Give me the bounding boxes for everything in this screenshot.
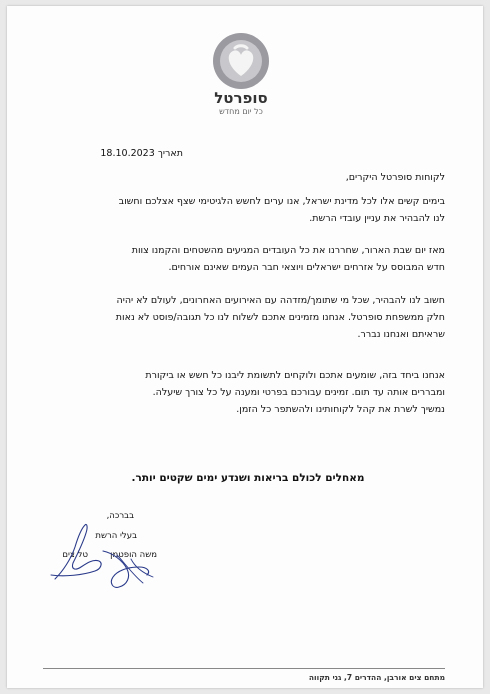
signoff-name-right: משה הופטמן <box>110 550 157 560</box>
letter-page <box>7 6 483 688</box>
paragraph-4 <box>51 367 445 418</box>
paragraph-line: חדש המבוסס על אזרחים ישראלים ויוצאי חבר העמים שאינם אורחים. <box>168 262 445 273</box>
paragraph-line: ומבררים אותה עד תום. זמינים עבורכם בפרטי ומענה על כל צורך שיעלה. <box>152 387 445 398</box>
closing-wish: מאחלים לכולם בריאות ושנדע ימים שקטים יותר. <box>131 472 365 484</box>
handwritten-signature <box>43 511 163 596</box>
paragraph-line: חלק ממשפחת סופרטל. אנחנו מזמינים אתכם לשלוח לנו כל תגובה/פוסט לא נאות <box>115 312 445 323</box>
salutation: לקוחות סופרטל היקרים, <box>345 172 445 183</box>
brand-tagline: כל יום מחדש <box>219 107 263 116</box>
paragraph-1 <box>51 193 445 227</box>
date-label: תאריך <box>157 148 183 159</box>
date-line <box>73 148 183 159</box>
paragraph-line: לנו להבהיר את עניין עובדי הרשת. <box>309 213 445 224</box>
paragraph-2 <box>51 242 445 276</box>
brand-name: סופרטל <box>214 89 268 107</box>
footer-divider <box>43 668 445 669</box>
signoff-title: בעלי הרשת <box>95 531 137 541</box>
date-value: 18.10.2023 <box>100 148 155 159</box>
signoff-name-left: טל צים <box>62 550 88 560</box>
supertal-logo-icon <box>212 32 270 90</box>
paragraph-line: שראיתם ואנחנו נברר. <box>357 329 445 340</box>
paragraph-line: מאז יום שבת הארור, שחררנו את כל העובדים המגיעים מהשטחים והקמנו צוות <box>131 245 445 256</box>
paragraph-3 <box>51 292 445 343</box>
footer-address: מתחם צים אורבן, ההדרים 7, גני תקווה <box>308 673 445 682</box>
paragraph-line: בימים קשים אלו לכל מדינת ישראל, אנו ערים לחשש הלגיטימי שצף אצלכם וחשוב <box>118 196 445 207</box>
paragraph-line: חשוב לנו להבהיר, שכל מי שתומך/מזדהה עם האירועים האחרונים, לעולם לא יהיה <box>116 295 445 306</box>
signoff-greeting: בברכה, <box>106 511 134 521</box>
paragraph-line: אנחנו ביחד בזה, שומעים אתכם ולוקחים לתשומת ליבנו כל חשש או ביקורת <box>145 370 445 381</box>
paragraph-line: נמשיך לשרת את קהל לקוחותינו ולהשתפר כל הזמן. <box>236 404 445 415</box>
